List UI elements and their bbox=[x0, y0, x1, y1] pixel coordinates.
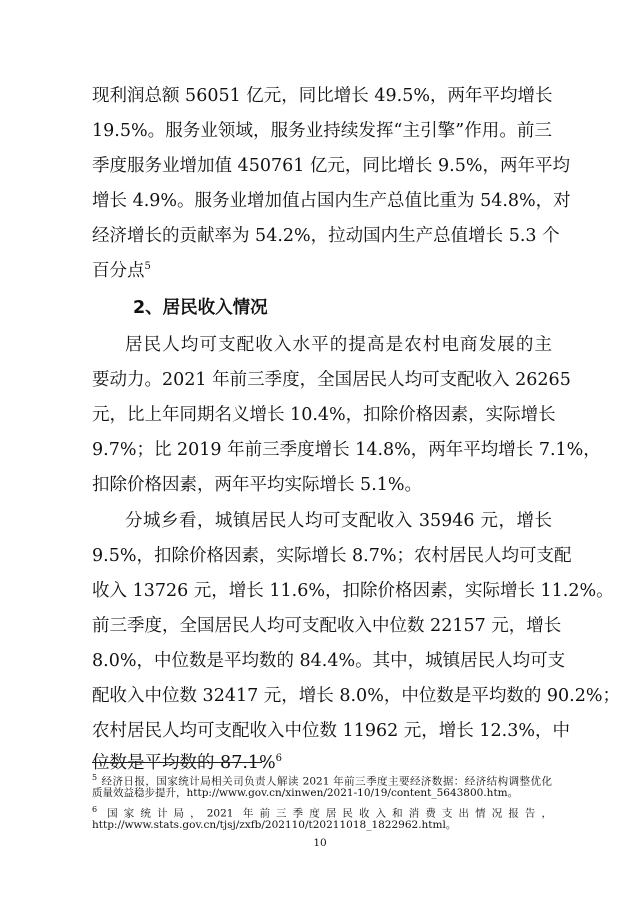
text-line: 扣除价格因素，两年平均实际增长 5.1%。 bbox=[92, 475, 423, 495]
footnote-number: 5 bbox=[92, 773, 98, 782]
footnote-marker[interactable]: 6 bbox=[275, 753, 283, 765]
footnote-5-cont[interactable]: 质量效益稳步提升，http://www.gov.cn/xinwen/2021-10/19/content_5643800.htm。 bbox=[92, 787, 519, 799]
text-line: 9.5%，扣除价格因素，实际增长 8.7%；农村居民人均可支配 bbox=[92, 546, 572, 566]
text-line: 19.5%。服务业领域，服务业持续发挥“主引擎”作用。前三 bbox=[92, 121, 552, 141]
text-line: 8.0%，中位数是平均数的 84.4%。其中，城镇居民人均可支 bbox=[92, 651, 566, 671]
footnote-6-cont[interactable]: http://www.stats.gov.cn/tjsj/zxfb/202110/t20211018_1822962.html。 bbox=[92, 819, 457, 831]
footnote-number: 6 bbox=[92, 805, 98, 814]
text-line: 现利润总额 56051 亿元，同比增长 49.5%，两年平均增长 bbox=[92, 86, 553, 106]
text-line: 经济增长的贡献率为 54.2%，拉动国内生产总值增长 5.3 个 bbox=[92, 226, 560, 246]
text-span: 位数是平均数的 87.1% bbox=[92, 753, 276, 773]
section-heading: 2、居民收入情况 bbox=[133, 298, 268, 318]
text-line: 元，比上年同期名义增长 10.4%，扣除价格因素，实际增长 bbox=[92, 405, 556, 425]
text-line: 增长 4.9%。服务业增加值占国内生产总值比重为 54.8%，对 bbox=[92, 191, 571, 211]
page-number: 10 bbox=[313, 837, 327, 849]
text-line bbox=[92, 259, 552, 283]
text-line: 分城乡看，城镇居民人均可支配收入 35946 元，增长 bbox=[125, 511, 552, 531]
text-line: 要动力。2021 年前三季度，全国居民人均可支配收入 26265 bbox=[92, 370, 571, 390]
text-span: 百分点 bbox=[92, 261, 145, 281]
text-line: 前三季度，全国居民人均可支配收入中位数 22157 元，增长 bbox=[92, 616, 562, 636]
text-line: 居民人均可支配收入水平的提高是农村电商发展的主 bbox=[125, 335, 552, 355]
footnote-text: 经济日报，国家统计局相关司负责人解读 2021 年前三季度主要经济数据：经济结构调整优化 bbox=[101, 775, 552, 788]
footnote-text: 国家统计局，2021 年前三季度居民收入和消费支出情况报告， bbox=[101, 807, 552, 820]
footnote-marker[interactable]: 5 bbox=[144, 261, 151, 273]
text-line: 9.7%；比 2019 年前三季度增长 14.8%，两年平均增长 7.1%， bbox=[92, 440, 601, 460]
footnote-divider bbox=[92, 762, 262, 763]
text-line: 配收入中位数 32417 元，增长 8.0%，中位数是平均数的 90.2%； bbox=[92, 686, 620, 706]
text-line: 农村居民人均可支配收入中位数 11962 元，增长 12.3%，中 bbox=[92, 721, 570, 741]
text-line: 收入 13726 元，增长 11.6%，扣除价格因素，实际增长 11.2%。 bbox=[92, 581, 614, 601]
text-line: 季度服务业增加值 450761 亿元，同比增长 9.5%，两年平均 bbox=[92, 156, 570, 176]
